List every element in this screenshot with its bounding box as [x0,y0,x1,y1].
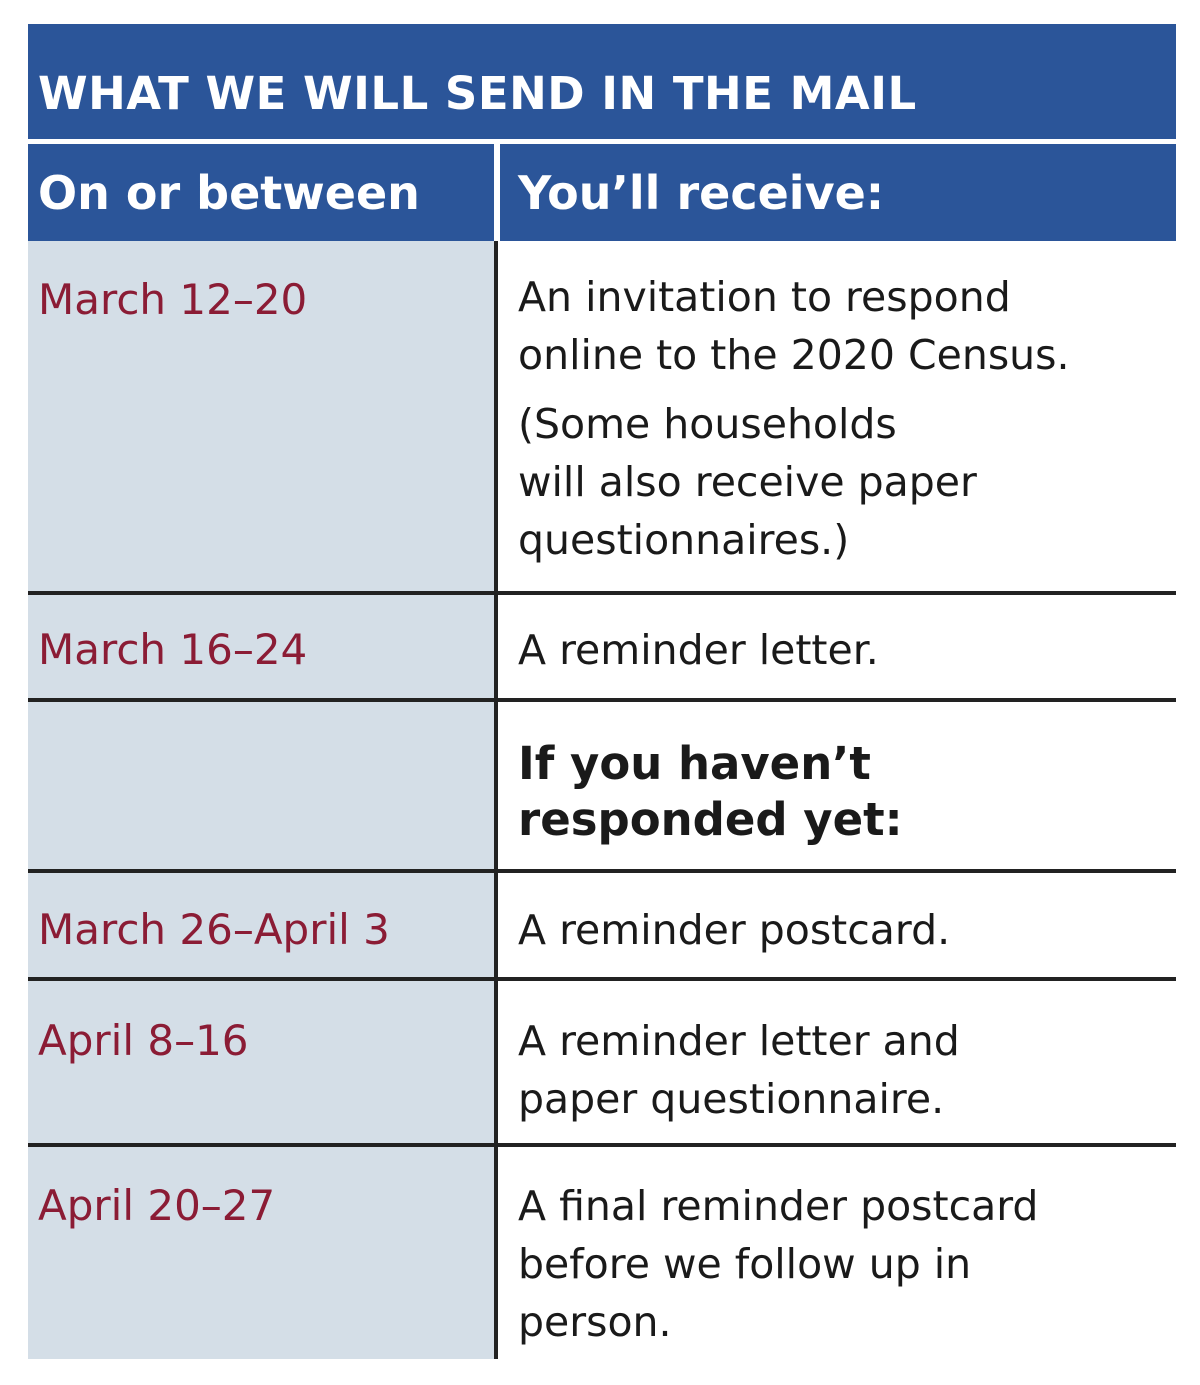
text-line: responded yet: [518,793,903,846]
receive-text [518,268,1176,384]
date-cell: April 8–16 [28,981,494,1143]
table-row [28,698,1176,869]
text-line: person. [518,1298,672,1346]
receive-cell [494,241,1176,591]
conditional-heading [518,736,1176,848]
table-row [28,869,1176,977]
receive-note [518,395,1176,569]
text-line: will also receive paper [518,458,977,506]
header-receive-column: You’ll receive: [500,144,1176,241]
text-line: A reminder postcard. [518,906,951,954]
text-line: questionnaires.) [518,516,850,564]
table-row [28,241,1176,591]
text-line: before we follow up in [518,1240,972,1288]
receive-cell [494,981,1176,1143]
date-cell [28,702,494,869]
text-line: A reminder letter and [518,1017,960,1065]
text-line: If you haven’t [518,737,871,790]
date-cell: April 20–27 [28,1147,494,1359]
header-date-column: On or between [28,144,494,241]
table-row [28,977,1176,1143]
date-cell: March 16–24 [28,595,494,698]
receive-cell [494,1147,1176,1359]
receive-cell [494,873,1176,977]
text-line: paper questionnaire. [518,1075,945,1123]
date-cell: March 12–20 [28,241,494,591]
mail-schedule-table [28,24,1176,1359]
date-cell: March 26–April 3 [28,873,494,977]
text-line: online to the 2020 Census. [518,331,1070,379]
text-line: An invitation to respond [518,273,1011,321]
text-line: A reminder letter. [518,626,879,674]
header-row [28,144,1176,241]
table-row [28,1143,1176,1359]
text-line: (Some households [518,400,897,448]
conditional-heading-cell [494,702,1176,869]
text-line: A final reminder postcard [518,1182,1039,1230]
table-title: WHAT WE WILL SEND IN THE MAIL [28,24,1176,139]
receive-cell [494,595,1176,698]
table-row [28,591,1176,698]
